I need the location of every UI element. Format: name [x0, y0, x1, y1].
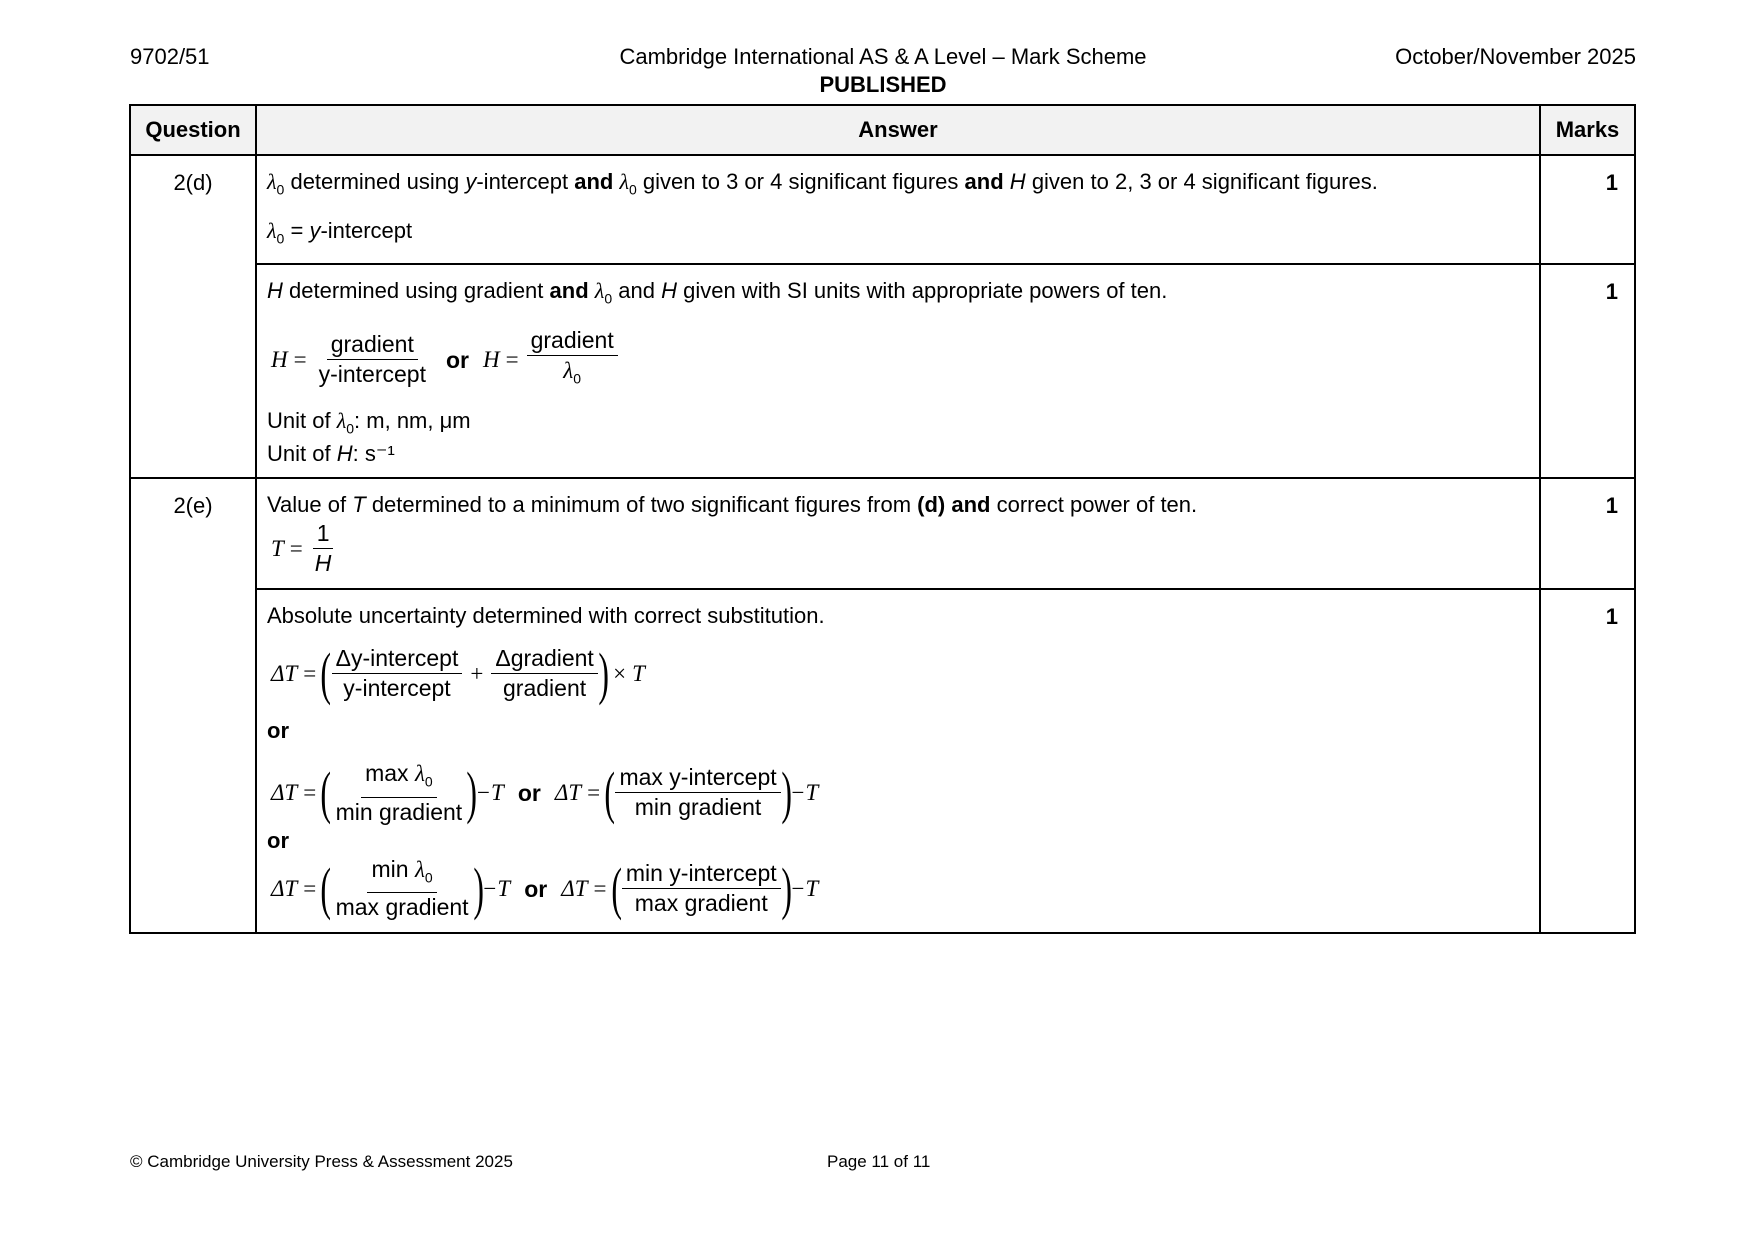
var-T: T	[632, 660, 645, 686]
lambda-symbol: λ	[414, 856, 425, 882]
numerator: Δy-intercept	[332, 644, 463, 674]
question-number: 2(d)	[130, 155, 256, 478]
text: and	[618, 277, 655, 303]
table-header-row	[130, 105, 1635, 155]
equals: =	[293, 346, 307, 372]
numerator: 1	[313, 519, 334, 549]
table-row	[130, 155, 1635, 264]
mark-scheme-table	[129, 104, 1636, 934]
numerator: Δgradient	[491, 644, 597, 674]
lambda-symbol: λ	[336, 407, 347, 433]
fraction	[332, 855, 473, 923]
or-label: or	[267, 718, 289, 744]
denominator: y-intercept	[318, 361, 426, 388]
formula-H	[271, 326, 1529, 394]
bold-and: and	[574, 169, 614, 194]
or-label: or	[524, 875, 548, 902]
numerator: min y-intercept	[622, 859, 781, 889]
text: determined to a minimum of two significant figures from	[371, 492, 912, 518]
answer-cell	[256, 264, 1540, 478]
lambda-symbol: λ	[267, 169, 277, 194]
denominator: y-intercept	[343, 675, 451, 702]
fraction	[615, 763, 780, 822]
var-H: H	[661, 277, 677, 303]
formula-delta-T-3: ΔT = ( $\frac{\min \lambda_0}{\text{max gradient}}$ ) −T or ΔT = ( $\frac{\text{min y-intercept}}{\text{max gradient}}$ ) −T	[271, 855, 819, 921]
exam-session: October/November 2025	[1395, 44, 1636, 69]
or-label: or	[445, 346, 469, 373]
text: -intercept	[476, 169, 569, 194]
text: given with SI units with appropriate powers of ten.	[683, 277, 1168, 303]
equals: =	[289, 535, 303, 561]
bold-text: (d) and	[917, 492, 991, 518]
formula-delta-T-2: ΔT = ( $\frac{\max \lambda_0}{\text{min gradient}}$ ) −T or ΔT = ( $\frac{\text{max y-intercept}}{\text{min gradient}}$ ) −T	[271, 759, 819, 825]
delta-T: ΔT	[271, 779, 298, 805]
subscript-zero: 0	[276, 181, 285, 198]
formula-T	[271, 519, 1529, 578]
fraction	[491, 644, 597, 703]
lambda-symbol: λ	[267, 218, 277, 244]
denominator: H	[314, 550, 332, 577]
published-label: PUBLISHED	[819, 72, 947, 97]
numerator: $\min \lambda_0$	[367, 855, 436, 894]
delta-T: ΔT	[561, 875, 588, 901]
lambda-symbol: λ	[563, 358, 574, 384]
numerator: gradient	[327, 330, 418, 360]
bold-and: and	[549, 277, 589, 303]
answer-cell	[256, 155, 1540, 264]
fraction	[315, 330, 430, 389]
minus-T: −T	[789, 875, 819, 901]
var-y: y	[465, 169, 477, 194]
delta-T: ΔT	[271, 875, 298, 901]
fraction	[311, 519, 336, 578]
subscript-zero: 0	[628, 181, 637, 198]
bold-and: and	[964, 169, 1004, 194]
numerator: gradient	[527, 326, 618, 356]
table-row	[130, 589, 1635, 933]
table-row	[130, 264, 1635, 478]
subscript-zero: 0	[346, 420, 355, 437]
numerator: max y-intercept	[615, 763, 780, 793]
var-T: T	[352, 492, 366, 518]
answer-line	[267, 277, 1529, 312]
denominator: max gradient	[335, 894, 469, 921]
equals: =	[505, 346, 519, 372]
text: Unit of	[267, 407, 331, 433]
fraction	[332, 644, 463, 703]
denominator: min gradient	[634, 794, 762, 821]
lambda-symbol: λ	[619, 169, 629, 194]
var-H: H	[482, 346, 500, 372]
var-H: H	[267, 277, 283, 303]
text: Unit of	[267, 441, 331, 467]
mark-value: 1	[1540, 155, 1635, 264]
times: ×	[613, 660, 627, 686]
denominator: min gradient	[335, 798, 463, 825]
lambda-symbol: λ	[414, 761, 425, 787]
plus: +	[470, 660, 484, 686]
answer-line	[267, 168, 1529, 203]
answer-cell	[256, 589, 1540, 933]
text: given to 2, 3 or 4 significant figures.	[1031, 169, 1378, 194]
question-number: 2(e)	[130, 478, 256, 933]
question-header: Question	[130, 105, 256, 155]
copyright-notice: © Cambridge University Press & Assessment 2025	[130, 1152, 513, 1171]
text: correct power of ten.	[996, 492, 1198, 518]
marks-header: Marks	[1540, 105, 1635, 155]
var-y: y	[309, 218, 321, 244]
table-row	[130, 478, 1635, 589]
text: given to 3 or 4 significant figures	[642, 169, 959, 194]
subscript-zero: 0	[424, 869, 433, 886]
minus-T: −T	[481, 875, 511, 901]
unit-lambda	[267, 408, 1529, 441]
fraction	[332, 759, 467, 827]
text: : s⁻¹	[352, 441, 395, 467]
paper-code: 9702/51	[130, 44, 210, 69]
mark-value: 1	[1540, 264, 1635, 478]
unit-H	[267, 441, 1529, 467]
answer-header: Answer	[256, 105, 1540, 155]
mark-value: 1	[1540, 478, 1635, 589]
lambda-symbol: λ	[594, 277, 605, 303]
text: Value of	[267, 492, 347, 518]
var-T: T	[271, 535, 284, 561]
denominator: gradient	[503, 675, 587, 702]
minus-T: −T	[789, 779, 819, 805]
subscript-zero: 0	[604, 290, 613, 307]
answer-line: Absolute uncertainty determined with correct substitution.	[267, 603, 825, 629]
title-text: Cambridge International AS & A Level – Mark Scheme	[619, 44, 1147, 69]
var-H: H	[336, 441, 353, 467]
page-number: Page 11 of 11	[827, 1152, 931, 1171]
numerator: $\max \lambda_0$	[361, 759, 437, 798]
delta-T: ΔT	[271, 660, 298, 686]
text: determined using gradient	[289, 277, 544, 303]
denominator: max gradient	[634, 890, 768, 917]
fraction	[622, 859, 781, 918]
subscript-zero: 0	[276, 230, 285, 247]
subscript-zero: 0	[424, 773, 433, 790]
denominator	[559, 356, 585, 394]
var-H: H	[271, 346, 288, 372]
mark-value: 1	[1540, 589, 1635, 933]
subscript-zero: 0	[573, 370, 582, 387]
fraction	[527, 326, 618, 394]
or-label: or	[517, 779, 541, 806]
formula-delta-T-1: ΔT = ( $\frac{\text{Δy-intercept}}{\text{y-intercept}}$ + $\frac{\text{Δgradient}}{\text{gradient}}$ ) × T	[271, 640, 645, 706]
text: : m, nm, μm	[354, 407, 471, 433]
answer-line	[267, 217, 1529, 252]
delta-T: ΔT	[554, 779, 582, 805]
minus-T: −T	[475, 779, 504, 805]
answer-cell	[256, 478, 1540, 589]
var-H: H	[1009, 169, 1026, 194]
answer-line	[267, 491, 1529, 519]
text: -intercept	[320, 218, 413, 244]
equals: =	[290, 218, 304, 244]
or-label: or	[267, 827, 289, 853]
text: determined using	[290, 169, 460, 194]
